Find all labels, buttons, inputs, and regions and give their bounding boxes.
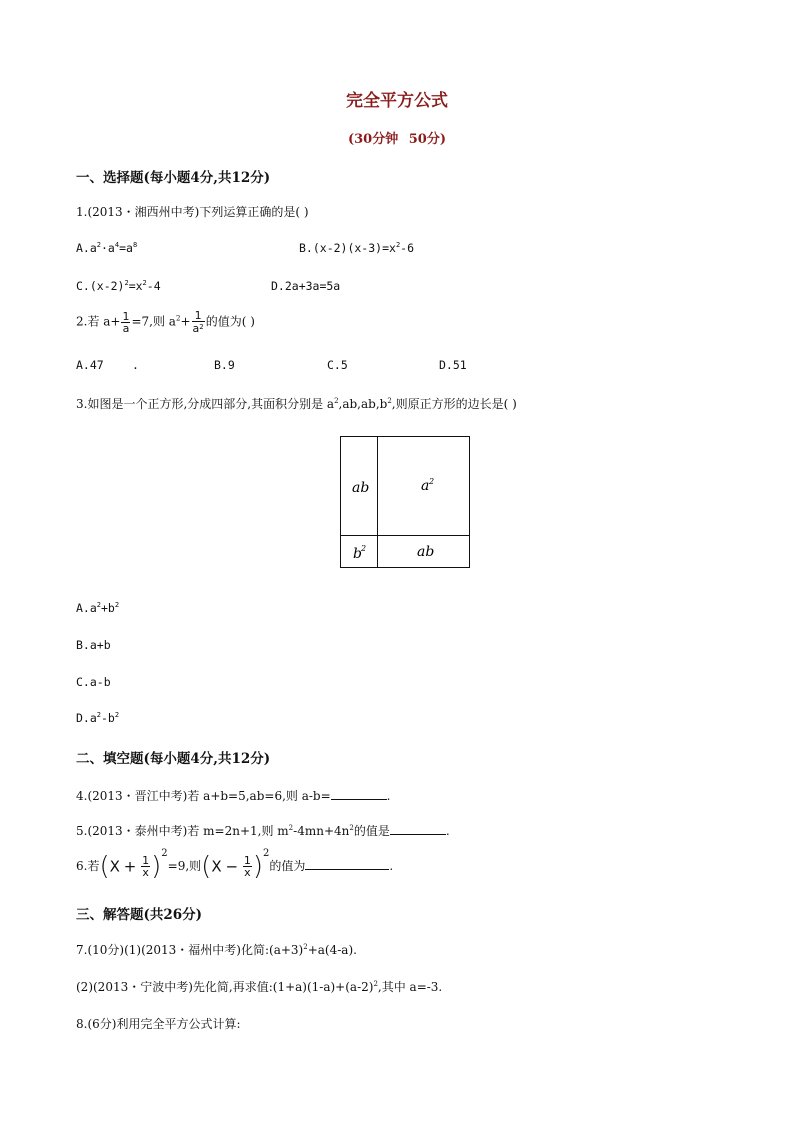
answer-blank[interactable] — [331, 788, 387, 800]
question-2-option-c: C.5 — [327, 358, 348, 372]
answer-blank[interactable] — [390, 823, 446, 835]
question-1-option-c: $C.(x-2)^2=x^2-4$ — [76, 279, 161, 293]
question-2-option-a: A.47 — [76, 358, 104, 372]
question-3-option-a: $A.a^2+b^2$ — [76, 601, 120, 615]
question-3-stem: 3.如图是一个正方形,分成四部分,其面积分别是 $a^2,ab,ab,b^2$,则原正方形的边长是( ) — [76, 397, 517, 411]
square-area-diagram — [340, 436, 470, 568]
fraction-1-over-a: $\frac{1}{a}$ — [122, 309, 130, 335]
page-title: 完全平方公式 — [346, 91, 448, 111]
question-1-option-a: $A.a^2\cdot a^4=a^8$ — [76, 241, 138, 255]
question-3-option-b: B.a+b — [76, 638, 111, 652]
question-4-stem: 4.(2013・晋江中考)若 a+b=5,ab=6,则 a-b= . — [76, 789, 391, 803]
section-heading-choice: 一、选择题(每小题4分,共12分) — [76, 170, 271, 186]
question-1-option-b: $B.(x-2)(x-3)=x^2-6$ — [299, 241, 415, 255]
question-2-stray-dot: . — [132, 358, 139, 372]
fraction-1-over-x: $\frac{1}{x}$ — [142, 854, 150, 879]
question-2-option-b: B.9 — [214, 358, 235, 372]
question-5-stem: 5.(2013・泰州中考)若 m=2n+1,则 $m^2-4mn+4n^2$的值是 . — [76, 824, 450, 838]
question-2-option-d: D.51 — [439, 358, 467, 372]
diagram-label-top-right-exp: 2 — [429, 477, 435, 486]
diagram-label-top-left: ab — [352, 480, 370, 496]
question-7-part-1: 7.(10分)(1)(2013・福州中考)化简$:(a+3)^2+a(4-a)$. — [76, 943, 357, 957]
question-8-stem: 8.(6分)利用完全平方公式计算: — [76, 1017, 241, 1031]
section-heading-solve: 三、解答题(共26分) — [76, 907, 203, 923]
answer-blank[interactable] — [305, 858, 389, 870]
fraction-1-over-x-2: $\frac{1}{x}$ — [243, 854, 251, 879]
question-6-stem: 6.若(X + $\frac{1}{x}$ )$^2$=9,则(X − $\frac{1}{x}$ )$^2$的值为 . — [76, 848, 394, 882]
question-3-option-c: C.a-b — [76, 675, 111, 689]
section-heading-fill: 二、填空题(每小题4分,共12分) — [76, 751, 271, 767]
question-1-stem: 1.(2013・湘西州中考)下列运算正确的是( ) — [76, 205, 309, 219]
diagram-label-top-right: a — [421, 478, 430, 494]
question-7-part-2: (2)(2013・宁波中考)先化简,再求值$:(1+a)(1-a)+(a-2)^2$,其中 a=-3. — [76, 980, 443, 994]
question-3-option-d: $D.a^2-b^2$ — [76, 711, 120, 725]
diagram-label-bottom-left: b — [353, 546, 362, 562]
diagram-label-bottom-right: ab — [417, 544, 435, 560]
fraction-1-over-a-squared: $\frac{1}{a^2}$ — [192, 309, 204, 335]
question-2-stem: 2.若 a+ $\frac{1}{a}$ =7,则 $a^2+$ $\frac{1}{a^2}$ 的值为( ) — [76, 309, 255, 335]
diagram-label-bottom-left-exp: 2 — [361, 544, 367, 553]
page-subtitle: (30分钟 50分) — [347, 132, 446, 147]
question-1-option-d: D.2a+3a=5a — [271, 279, 341, 293]
